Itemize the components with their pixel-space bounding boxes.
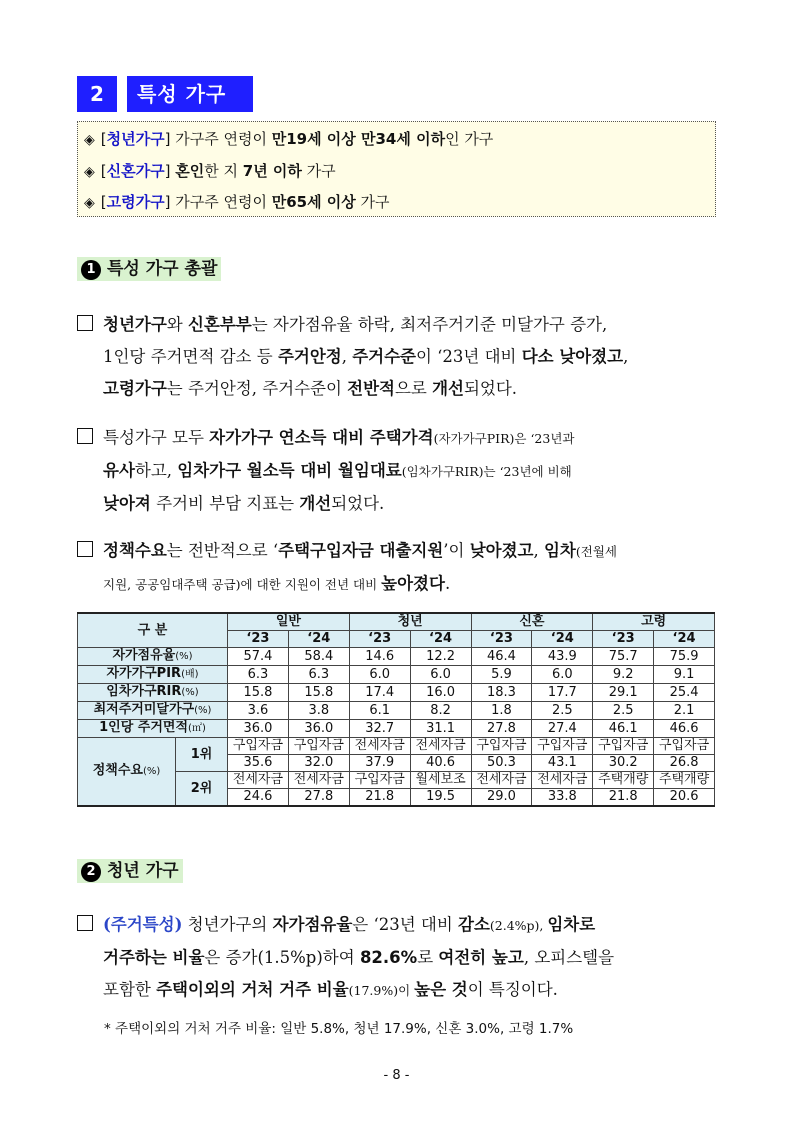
year-header: ‘24 xyxy=(654,631,715,648)
paragraph-pir-rir: 특성가구 모두 자가가구 연소득 대비 주택가격(자가가구PIR)은 ‘23년과 유사하고, 임차가구 월소득 대비 월임대료(임차가구RIR)는 ‘23년에 비해 낮아져 주거비 부담 지표는 개선되었다. xyxy=(77,422,722,520)
checkbox-bullet-icon xyxy=(77,428,93,444)
definition-youth: ◈ [청년가구] 가구주 연령이 만19세 이상 만34세 이하인 가구 xyxy=(84,130,494,148)
table-row-policy-rank1-values: 35.6 32.0 37.9 40.6 50.3 43.1 30.2 26.8 xyxy=(78,755,715,772)
table-row-policy-rank1-names: 정책수요(%) 1위 구입자금 구입자금 전세자금 전세자금 구입자금 구입자금 구입자금 구입자금 xyxy=(78,738,715,755)
paragraph-overview: 청년가구와 신혼부부는 자가점유율 하락, 최저주거기준 미달가구 증가, 1인당 주거면적 감소 등 주거안정, 주거수준이 ‘23년 대비 다소 낮아졌고, 고령가구는 주거안정, 주거수준이 전반적으로 개선되었다. xyxy=(77,309,722,405)
year-header: ‘23 xyxy=(349,631,410,648)
table-row: 임차가구RIR(%) 15.8 15.8 17.4 16.0 18.3 17.7 29.1 25.4 xyxy=(78,684,715,702)
group-header: 고령 xyxy=(593,613,715,631)
policy-label: 정책수요(%) xyxy=(78,738,176,807)
group-header: 신혼 xyxy=(471,613,593,631)
year-header: ‘23 xyxy=(228,631,289,648)
subheader-title: 특성 가구 총괄 xyxy=(107,259,218,279)
subheader-title: 청년 가구 xyxy=(107,861,179,881)
definition-newlywed: ◈ [신혼가구] 혼인한 지 7년 이하 가구 xyxy=(84,162,336,180)
checkbox-bullet-icon xyxy=(77,541,93,557)
definition-elderly: ◈ [고령가구] 가구주 연령이 만65세 이상 가구 xyxy=(84,193,390,211)
table-row: 자가점유율(%) 57.4 58.4 14.6 12.2 46.4 43.9 75.7 75.9 xyxy=(78,648,715,666)
table-row-policy-rank2-names: 2위 전세자금 전세자금 구입자금 월세보조 전세자금 전세자금 주택개량 주택개량 xyxy=(78,772,715,789)
table-row: 최저주거미달가구(%) 3.6 3.8 6.1 8.2 1.8 2.5 2.5 2.1 xyxy=(78,702,715,720)
definition-box xyxy=(77,121,716,217)
table-corner: 구 분 xyxy=(78,613,228,648)
rank-label: 1위 xyxy=(176,738,228,772)
section-number: 2 xyxy=(90,82,104,106)
checkbox-bullet-icon xyxy=(77,915,93,931)
year-header: ‘24 xyxy=(288,631,349,648)
section-title: 특성 가구 xyxy=(137,82,227,106)
circled-number-icon: 2 xyxy=(81,862,101,882)
definition-tag: 신혼가구 xyxy=(106,162,165,180)
checkbox-bullet-icon xyxy=(77,315,93,331)
table-row: 1인당 주거면적(㎡) 36.0 36.0 32.7 31.1 27.8 27.4 46.1 46.6 xyxy=(78,720,715,738)
year-header: ‘24 xyxy=(532,631,593,648)
table-row: 자가가구PIR(배) 6.3 6.3 6.0 6.0 5.9 6.0 9.2 9.1 xyxy=(78,666,715,684)
year-header: ‘23 xyxy=(471,631,532,648)
definition-tag: 고령가구 xyxy=(106,193,165,211)
table-row-policy-rank2-values: 24.6 27.8 21.8 19.5 29.0 33.8 21.8 20.6 xyxy=(78,789,715,807)
page-number: - 8 - xyxy=(383,1068,410,1083)
diamond-bullet-icon: ◈ xyxy=(84,195,95,211)
group-header: 청년 xyxy=(349,613,471,631)
diamond-bullet-icon: ◈ xyxy=(84,164,95,180)
subheader-youth xyxy=(77,857,193,885)
subheader-overview xyxy=(77,255,231,283)
rank-label: 2위 xyxy=(176,772,228,807)
year-header: ‘23 xyxy=(593,631,654,648)
stats-table xyxy=(77,612,715,807)
footnote: * 주택이외의 거처 거주 비율: 일반 5.8%, 청년 17.9%, 신혼 3.0%, 고령 1.7% xyxy=(104,1021,574,1037)
year-header: ‘24 xyxy=(410,631,471,648)
diamond-bullet-icon: ◈ xyxy=(84,132,95,148)
section-header xyxy=(77,76,253,112)
definition-tag: 청년가구 xyxy=(106,130,165,148)
paragraph-youth: (주거특성) 청년가구의 자가점유율은 ‘23년 대비 감소(2.4%p), 임차로 거주하는 비율은 증가(1.5%p)하여 82.6%로 여전히 높고, 오피스텔을 포함한 주택이외의 거처 거주 비율(17.9%)이 높은 것이 특징이다. xyxy=(77,909,722,1007)
circled-number-icon: 1 xyxy=(81,260,101,280)
paragraph-policy: 정책수요는 전반적으로 ‘주택구입자금 대출지원’이 낮아졌고, 임차(전월세 지원, 공공임대주택 공급)에 대한 지원이 전년 대비 높아졌다. xyxy=(77,535,722,601)
group-header: 일반 xyxy=(228,613,350,631)
